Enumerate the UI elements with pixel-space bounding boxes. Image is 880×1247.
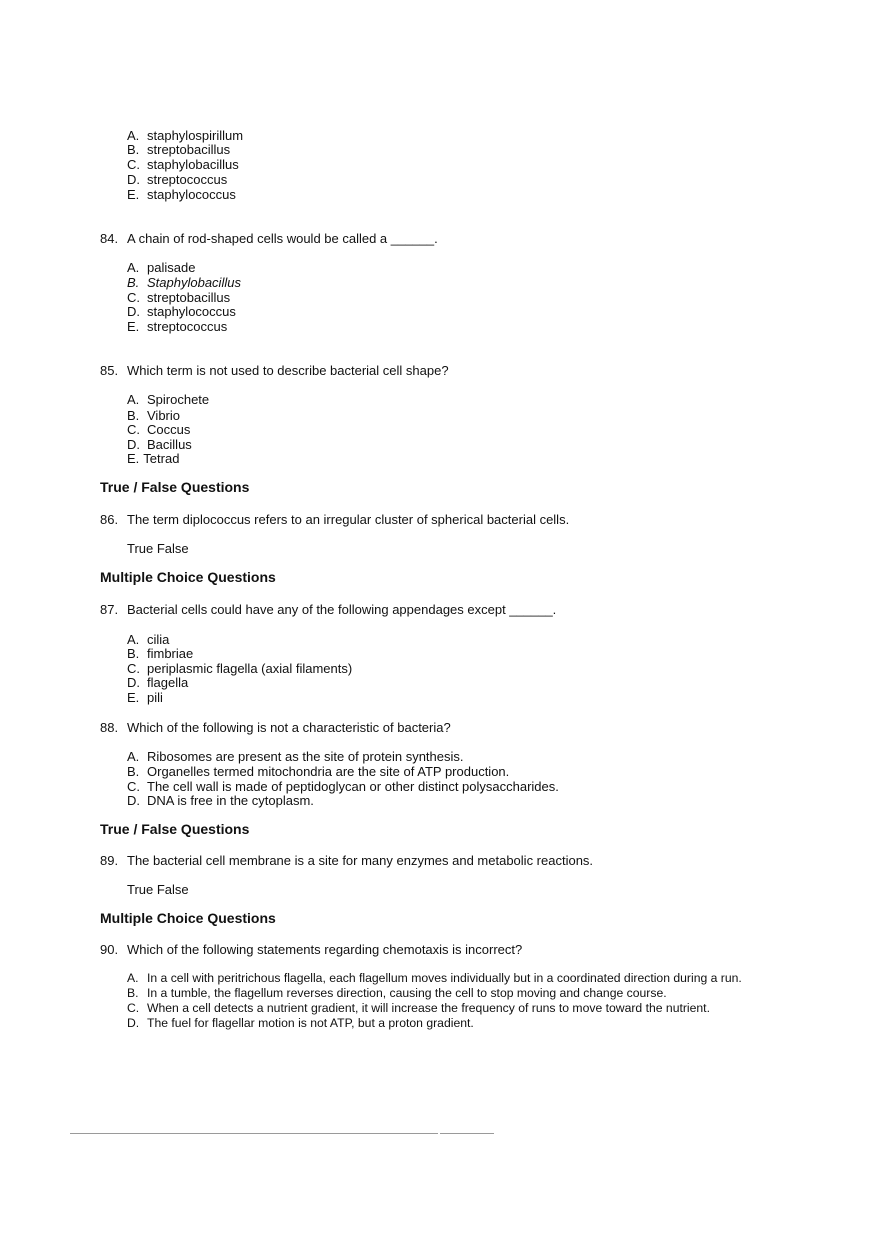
question-stem: 84. A chain of rod-shaped cells would be called a ______.: [100, 231, 438, 246]
section-heading-multiple-choice: Multiple Choice Questions: [100, 910, 276, 926]
option-a: A. palisade: [127, 260, 196, 275]
question-stem: 86. The term diplococcus refers to an irregular cluster of spherical bacterial cells.: [100, 512, 570, 527]
true-false-answer: True False: [127, 882, 189, 897]
option-e: E. staphylococcus: [127, 187, 236, 202]
option-a: A. Ribosomes are present as the site of protein synthesis.: [127, 749, 464, 764]
option-c: C. When a cell detects a nutrient gradient, it will increase the frequency of runs to move toward the nutrient.: [127, 1001, 710, 1015]
option-b: B. Organelles termed mitochondria are the site of ATP production.: [127, 764, 510, 779]
option-d: D. staphylococcus: [127, 304, 236, 319]
option-d: D. flagella: [127, 675, 189, 690]
question-stem: 89. The bacterial cell membrane is a site for many enzymes and metabolic reactions.: [100, 853, 594, 868]
option-d: D. Bacillus: [127, 437, 192, 452]
option-a: A. Spirochete: [127, 392, 210, 407]
option-e: E. streptococcus: [127, 319, 228, 334]
option-a: A. staphylospirillum: [127, 128, 244, 143]
option-a: A. cilia: [127, 632, 170, 647]
option-c: C. Coccus: [127, 422, 191, 437]
option-b: B. fimbriae: [127, 646, 194, 661]
question-stem: 85. Which term is not used to describe bacterial cell shape?: [100, 363, 449, 378]
option-b: B. streptobacillus: [127, 142, 231, 157]
option-e: E. Tetrad: [127, 451, 180, 466]
question-stem: 87. Bacterial cells could have any of the following appendages except ______.: [100, 602, 557, 617]
option-d: D. The fuel for flagellar motion is not ATP, but a proton gradient.: [127, 1016, 474, 1030]
option-c: C. periplasmic flagella (axial filaments): [127, 661, 353, 676]
option-b: B. In a tumble, the flagellum reverses direction, causing the cell to stop moving and change course.: [127, 986, 667, 1000]
option-d: D. DNA is free in the cytoplasm.: [127, 793, 314, 808]
section-heading-multiple-choice: Multiple Choice Questions: [100, 569, 276, 585]
option-a: A. In a cell with peritrichous flagella, each flagellum moves individually but in a coordinated direction during a run.: [127, 971, 742, 985]
section-heading-true-false: True / False Questions: [100, 479, 250, 495]
option-c: C. staphylobacillus: [127, 157, 239, 172]
section-heading-true-false: True / False Questions: [100, 821, 250, 837]
option-e: E. pili: [127, 690, 163, 705]
true-false-answer: True False: [127, 541, 189, 556]
footer-divider: [70, 1133, 494, 1134]
option-b: B. Vibrio: [127, 408, 181, 423]
option-d: D. streptococcus: [127, 172, 228, 187]
option-b: B. Staphylobacillus: [127, 275, 241, 290]
footer-divider-gap: [438, 1133, 440, 1134]
question-stem: 90. Which of the following statements regarding chemotaxis is incorrect?: [100, 942, 523, 957]
question-stem: 88. Which of the following is not a characteristic of bacteria?: [100, 720, 451, 735]
option-c: C. streptobacillus: [127, 290, 231, 305]
option-c: C. The cell wall is made of peptidoglycan or other distinct polysaccharides.: [127, 779, 559, 794]
